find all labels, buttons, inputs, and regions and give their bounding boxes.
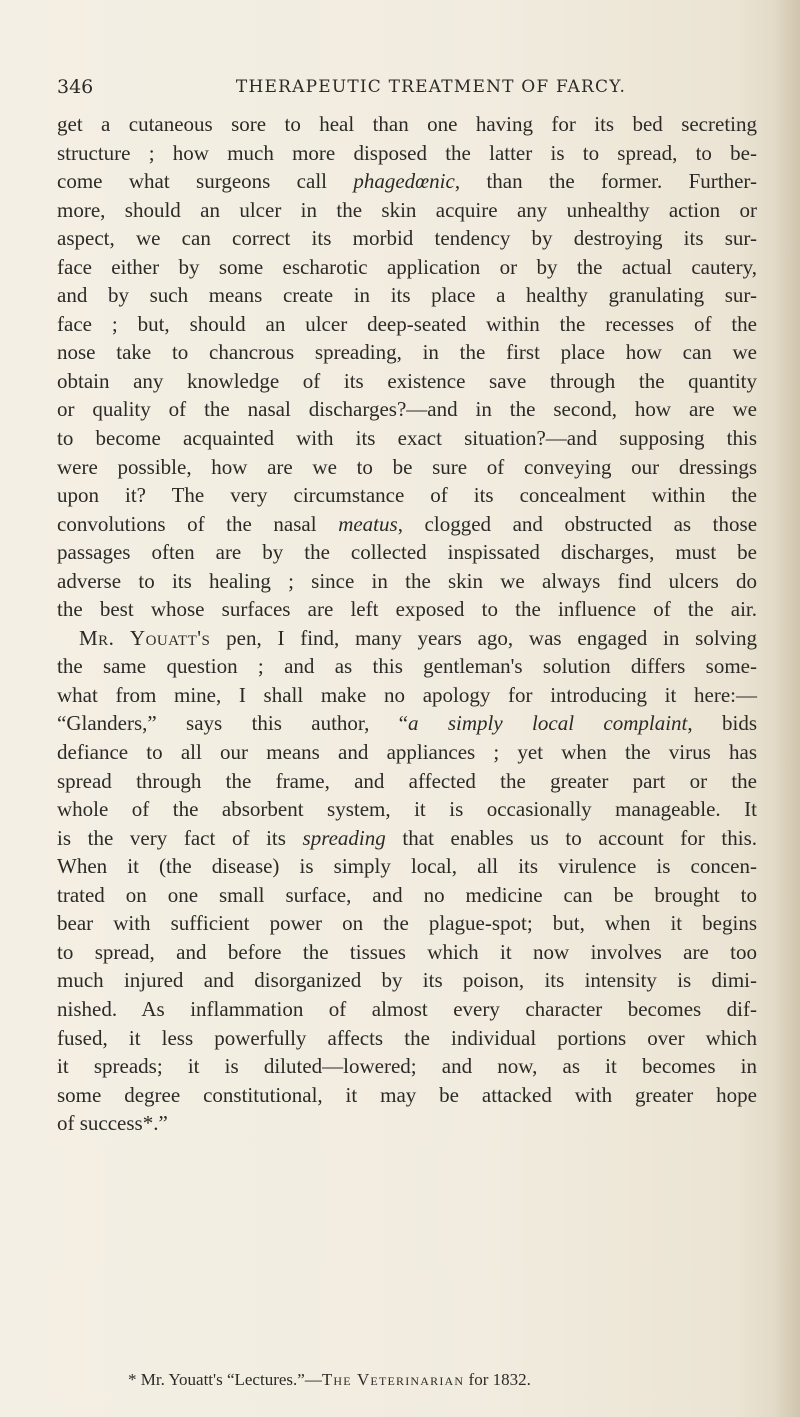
text-line: much injured and disorganized by its poison, its intensity is dimi- [57, 968, 757, 993]
text-line: get a cutaneous sore to heal than one having for its bed secreting [57, 112, 757, 136]
running-head: THERAPEUTIC TREATMENT OF FARCY. [235, 77, 627, 97]
text-line: more, should an ulcer in the skin acquire any unhealthy action or [57, 197, 757, 222]
text-line: and by such means create in its place a healthy granulating sur- [57, 283, 757, 308]
text-line: nose take to chancrous spreading, in the first place how can we [57, 340, 757, 365]
page-header [57, 76, 757, 106]
italic-quote: a simply local complaint [408, 711, 688, 736]
page-number: 346 [57, 76, 94, 98]
text-line: obtain any knowledge of its existence save through the quantity [57, 368, 757, 393]
text-line: fused, it less powerfully affects the individual portions over which [57, 1025, 757, 1050]
text-line: the best whose surfaces are left exposed to the influence of the air. [57, 597, 757, 622]
text-line: is the very fact of its spreading that enables us to account for this. [57, 825, 758, 850]
text-line: to become acquainted with its exact situation?—and supposing this [57, 426, 757, 451]
italic-term: meatus [338, 511, 398, 536]
text-line: or quality of the nasal discharges?—and in the second, how are we [57, 397, 757, 422]
text-line: defiance to all our means and appliances ; yet when the virus has [57, 740, 757, 765]
text-line: the same question ; and as this gentleman's solution differs some- [57, 654, 757, 679]
text-line: were possible, how are we to be sure of conveying our dressings [57, 454, 757, 479]
page-edge-shadow [774, 0, 800, 1417]
text-line: whole of the absorbent system, it is occasionally manageable. It [57, 797, 757, 822]
text-line: Mr. Youatt's pen, I find, many years ago, was engaged in solving [79, 625, 757, 650]
footnote-marker: * [128, 1370, 137, 1389]
italic-term: spreading [302, 825, 386, 850]
text-line: aspect, we can correct its morbid tendency by destroying its sur- [57, 226, 757, 251]
text-line: convolutions of the nasal meatus, clogged and obstructed as those [57, 511, 758, 536]
text-line: “Glanders,” says this author, “a simply local complaint, bids [57, 711, 757, 736]
author-name: Mr. Youatt's [79, 625, 211, 650]
text-line: spread through the frame, and affected the greater part or the [57, 768, 757, 793]
journal-title: The Veterinarian [321, 1370, 465, 1389]
text-line: face either by some escharotic application or by the actual cautery, [57, 254, 757, 279]
text-line: nished. As inflammation of almost every character becomes dif- [57, 996, 757, 1021]
text-line: trated on one small surface, and no medicine can be brought to [57, 882, 757, 907]
text-line: upon it? The very circumstance of its concealment within the [57, 483, 757, 508]
text-line: When it (the disease) is simply local, all its virulence is concen- [57, 854, 757, 879]
footnote-text: Mr. Youatt's “Lectures.”— [140, 1370, 322, 1389]
footnote [128, 1370, 768, 1390]
text-line: of success*.” [57, 1111, 168, 1136]
footnote-year: for 1832. [464, 1370, 531, 1389]
text-line: come what surgeons call phagedœnic, than the former. Further- [57, 169, 757, 194]
text-line: face ; but, should an ulcer deep-seated within the recesses of the [57, 311, 757, 336]
text-line: bear with sufficient power on the plague-spot; but, when it begins [57, 911, 757, 936]
text-line: structure ; how much more disposed the latter is to spread, to be- [57, 140, 757, 165]
text-line: adverse to its healing ; since in the skin we always find ulcers do [57, 568, 757, 593]
text-line: to spread, and before the tissues which it now involves are too [57, 939, 757, 964]
text-line: passages often are by the collected inspissated discharges, must be [57, 540, 757, 565]
body-text [57, 110, 757, 1138]
text-line: what from mine, I shall make no apology for introducing it here:— [57, 682, 757, 707]
text-line: some degree constitutional, it may be attacked with greater hope [57, 1082, 757, 1107]
italic-term: phagedœnic [353, 169, 455, 194]
text-line: it spreads; it is diluted—lowered; and now, as it becomes in [57, 1054, 757, 1079]
